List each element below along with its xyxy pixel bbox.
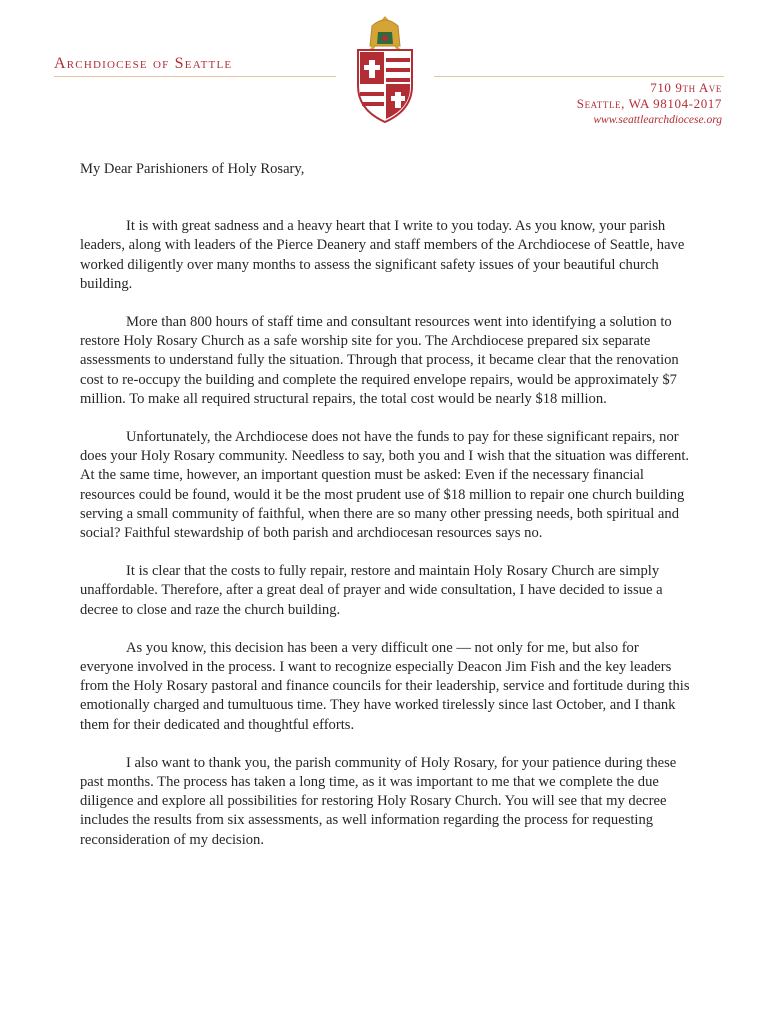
archdiocese-coat-of-arms-icon (344, 12, 426, 124)
paragraph: I also want to thank you, the parish community of Holy Rosary, for your patience during these past months. The process has taken a long time, as it was important to me that we complete the due diligence and explore all possibilities for restoring Holy Rosary Church. You will see that my decree includes the results from six assessments, as well information regarding the process for requesting reconsideration of my decision. (80, 754, 677, 848)
letterhead (0, 0, 768, 130)
header-rule-left (54, 76, 336, 77)
paragraph: It is clear that the costs to fully repair, restore and maintain Holy Rosary Church are simply unaffordable. Therefore, after a great deal of prayer and wide consultation, I have decided to issue a decree to close and raze the church building. (80, 563, 663, 618)
website-link[interactable]: www.seattlearchdiocese.org (593, 114, 722, 126)
paragraph: More than 800 hours of staff time and consultant resources went into identifying a solution to restore Holy Rosary Church as a safe worship site for you. The Archdiocese prepared six separate assessments to understand fully the situation. Through that process, it became clear that the renovation cost to re-occupy the building and complete the required envelope repairs, would be approximately $7 million. To make all required structural repairs, the total cost would be nearly $18 million. (80, 314, 679, 407)
salutation: My Dear Parishioners of Holy Rosary, (80, 161, 305, 177)
paragraph: Unfortunately, the Archdiocese does not have the funds to pay for these significant repairs, nor does your Holy Rosary community. Needless to say, both you and I wish that the situation was different. At the same time, however, an important question must be asked: Even if the necessary financial resources could be found, would it be the most prudent use of $18 million to repair one church building serving a small community of faithful, when there are so many other pressing needs, both spiritual and social? Faithful stewardship of both parish and archdiocesan resources says no. (80, 429, 690, 542)
letter-body (80, 160, 690, 869)
letterhead-address (577, 80, 722, 128)
address-city: Seattle, WA 98104-2017 (576, 96, 722, 111)
organization-name: Archdiocese of Seattle (54, 55, 233, 72)
address-street: 710 9th Ave (650, 80, 722, 95)
paragraph: As you know, this decision has been a very difficult one — not only for me, but also for everyone involved in the process. I want to recognize especially Deacon Jim Fish and the key leaders from the Holy Rosary pastoral and finance councils for their leadership, service and fortitude during this emotionally charged and tumultuous time. They have worked tirelessly since last October, and I thank them for their dedicated and thoughtful efforts. (80, 639, 690, 733)
header-rule-right (434, 76, 724, 77)
paragraph: It is with great sadness and a heavy heart that I write to you today. As you know, your parish leaders, along with leaders of the Pierce Deanery and staff members of the Archdiocese of Seattle, have worked diligently over many months to assess the significant safety issues of your beautiful church building. (80, 218, 685, 292)
